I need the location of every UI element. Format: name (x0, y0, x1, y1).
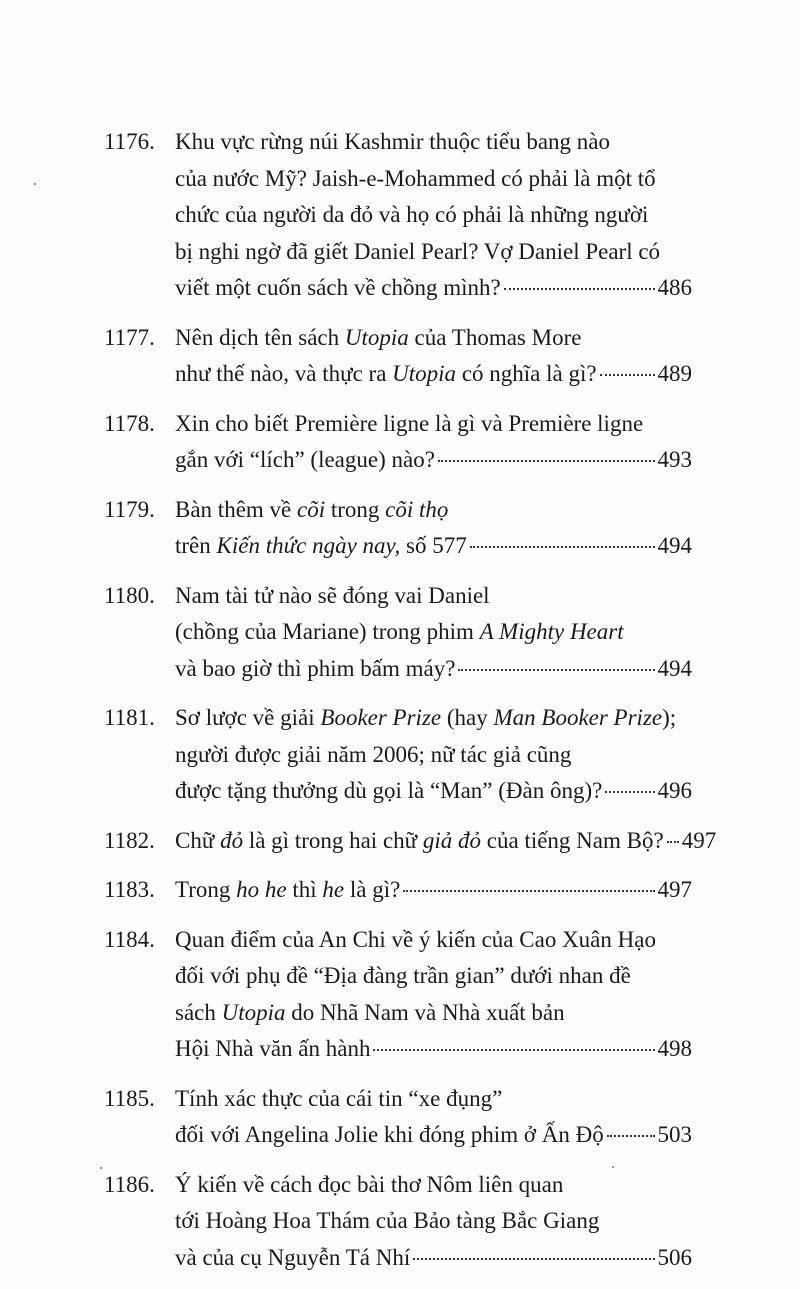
entry-line (175, 823, 717, 860)
toc-entry (104, 872, 692, 909)
page-number: 494 (657, 655, 692, 681)
italic-text: Man Booker Prize (493, 705, 663, 730)
dot-leader (458, 669, 654, 671)
dot-leader (504, 288, 655, 290)
page-number: 498 (657, 1036, 692, 1061)
entry-title (175, 1167, 692, 1277)
entry-line (175, 872, 692, 909)
entry-line (175, 578, 692, 615)
text-run: đối với Angelina Jolie khi đóng phim ở Ấn Độ (175, 1122, 604, 1147)
entry-line (175, 528, 692, 565)
entry-number: 1186. (104, 1171, 155, 1197)
entry-line (175, 270, 692, 307)
text-run: được tặng thưởng dù gọi là “Man” (Đàn ông)? (175, 778, 603, 803)
page-number: 496 (657, 778, 692, 803)
toc-entry (104, 922, 692, 1068)
entry-title (175, 1081, 692, 1154)
entry-line (175, 492, 692, 529)
text-run: số 577 (400, 533, 467, 558)
entry-line (175, 197, 692, 234)
entry-line (175, 773, 692, 810)
entry-line (175, 234, 692, 271)
text-run: Nên dịch tên sách (175, 324, 345, 350)
text-run: (hay (441, 705, 494, 730)
toc-entry (104, 492, 692, 565)
dot-leader (438, 460, 655, 462)
italic-text: giả đỏ (422, 827, 482, 853)
scan-speck (100, 1167, 102, 1169)
entry-number: 1180. (104, 582, 155, 608)
entry-title (175, 578, 692, 688)
entry-number: 1181. (104, 705, 155, 730)
scan-speck (612, 1166, 614, 1168)
page-number: 503 (657, 1122, 692, 1147)
entry-line (175, 995, 692, 1032)
toc-entry (104, 1081, 692, 1154)
text-run: và bao giờ thì phim bấm máy? (175, 655, 456, 681)
entry-title (175, 406, 692, 479)
page-number: 486 (657, 275, 692, 300)
entry-title (175, 320, 692, 393)
text-run: Hội Nhà văn ấn hành (175, 1036, 371, 1061)
text-run: thì (286, 877, 323, 902)
entry-title (175, 124, 692, 307)
text-run: Quan điểm của An Chi về ý kiến của Cao Xuân Hạo (175, 926, 656, 952)
text-run: tới Hoàng Hoa Thám của Bảo tàng Bắc Giang (175, 1208, 600, 1233)
text-run: như thế nào, và thực ra (175, 361, 393, 386)
text-run: ); (662, 705, 677, 730)
text-run: là gì? (344, 877, 401, 902)
table-of-contents (104, 124, 717, 1289)
italic-text: đỏ (220, 827, 244, 853)
italic-text: Booker Prize (320, 705, 442, 730)
italic-text: Utopia (344, 324, 409, 350)
dot-leader (667, 841, 679, 843)
text-run: của tiếng Nam Bộ? (481, 827, 664, 853)
entry-title (175, 823, 717, 860)
dot-leader (605, 791, 654, 793)
italic-text: cõi thọ (385, 496, 449, 522)
entry-line (175, 356, 692, 393)
entry-line (175, 1167, 692, 1204)
text-run: của Thomas More (408, 324, 582, 350)
entry-line (175, 1081, 692, 1118)
text-run: Chữ (175, 827, 221, 853)
toc-entry (104, 124, 692, 307)
italic-text: Utopia (221, 999, 286, 1025)
page-number: 497 (657, 877, 692, 902)
toc-entry (104, 320, 692, 393)
entry-line (175, 1240, 692, 1277)
text-run: trong (325, 496, 386, 522)
entry-line (175, 922, 692, 959)
entry-number: 1176. (104, 129, 155, 154)
dot-leader (373, 1049, 654, 1051)
text-run: bị nghi ngờ đã giết Daniel Pearl? Vợ Daniel Pearl có (175, 238, 661, 264)
text-run: sách (175, 999, 222, 1025)
text-run: là gì trong hai chữ (243, 827, 423, 853)
entry-line (175, 406, 692, 443)
entry-number: 1185. (104, 1085, 155, 1111)
text-run: trên (175, 533, 217, 558)
entry-number: 1183. (104, 877, 155, 902)
entry-line (175, 958, 692, 995)
toc-entry (104, 700, 692, 810)
text-run: Khu vực rừng núi Kashmir thuộc tiểu bang nào (175, 129, 611, 154)
dot-leader (413, 1258, 654, 1260)
entry-line (175, 614, 692, 651)
entry-number: 1177. (104, 324, 155, 350)
italic-text: ho he (236, 877, 287, 902)
entry-line (175, 124, 692, 161)
italic-text: Utopia (392, 361, 457, 386)
toc-entry (104, 823, 717, 860)
text-run: của nước Mỹ? Jaish-e-Mohammed có phải là một tổ (175, 165, 656, 191)
text-run: Trong (175, 877, 237, 902)
page-number: 497 (681, 827, 717, 853)
entry-number: 1179. (104, 496, 155, 522)
text-run: chức của người da đỏ và họ có phải là những người (175, 202, 649, 227)
text-run: Sơ lược về giải (175, 705, 321, 730)
text-run: (chồng của Mariane) trong phim (175, 619, 480, 644)
text-run: Tính xác thực của cái tin “xe đụng” (175, 1085, 503, 1111)
text-run: người được giải năm 2006; nữ tác giả cũng (175, 741, 572, 767)
text-run: viết một cuốn sách về chồng mình? (175, 275, 501, 300)
page-number: 494 (657, 533, 692, 558)
italic-text: Kiến thức ngày nay, (216, 533, 401, 558)
dot-leader (607, 1135, 655, 1137)
entry-line (175, 442, 692, 479)
page-number: 493 (657, 447, 692, 472)
dot-leader (403, 890, 654, 892)
entry-line (175, 700, 692, 737)
entry-title (175, 492, 692, 565)
text-run: gắn với “lích” (league) nào? (175, 447, 435, 472)
text-run: Ý kiến về cách đọc bài thơ Nôm liên quan (175, 1171, 564, 1197)
text-run: có nghĩa là gì? (456, 361, 597, 386)
toc-entry (104, 406, 692, 479)
italic-text: A Mighty Heart (479, 619, 624, 644)
entry-number: 1182. (104, 827, 155, 853)
text-run: Xin cho biết Première ligne là gì và Première ligne (175, 410, 644, 436)
entry-line (175, 1203, 692, 1240)
scan-speck (34, 183, 36, 185)
entry-line (175, 320, 692, 357)
text-run: Bàn thêm về (175, 496, 297, 522)
toc-entry (104, 1167, 692, 1277)
entry-line (175, 651, 692, 688)
text-run: do Nhã Nam và Nhà xuất bản (285, 999, 565, 1025)
dot-leader (470, 546, 655, 548)
entry-line (175, 1117, 692, 1154)
page-number: 489 (657, 361, 692, 386)
entry-line (175, 1031, 692, 1068)
entry-title (175, 700, 692, 810)
entry-title (175, 872, 692, 909)
italic-text: cõi (297, 496, 326, 522)
entry-title (175, 922, 692, 1068)
entry-line (175, 737, 692, 774)
toc-entry (104, 578, 692, 688)
entry-number: 1178. (104, 410, 155, 436)
entry-number: 1184. (104, 926, 155, 952)
text-run: đối với phụ đề “Địa đàng trần gian” dưới nhan đề (175, 963, 631, 988)
dot-leader (600, 374, 655, 376)
entry-line (175, 161, 692, 198)
text-run: và của cụ Nguyễn Tá Nhí (175, 1244, 411, 1270)
text-run: Nam tài tử nào sẽ đóng vai Daniel (175, 582, 490, 608)
italic-text: he (322, 877, 345, 902)
page-number: 506 (657, 1244, 692, 1270)
